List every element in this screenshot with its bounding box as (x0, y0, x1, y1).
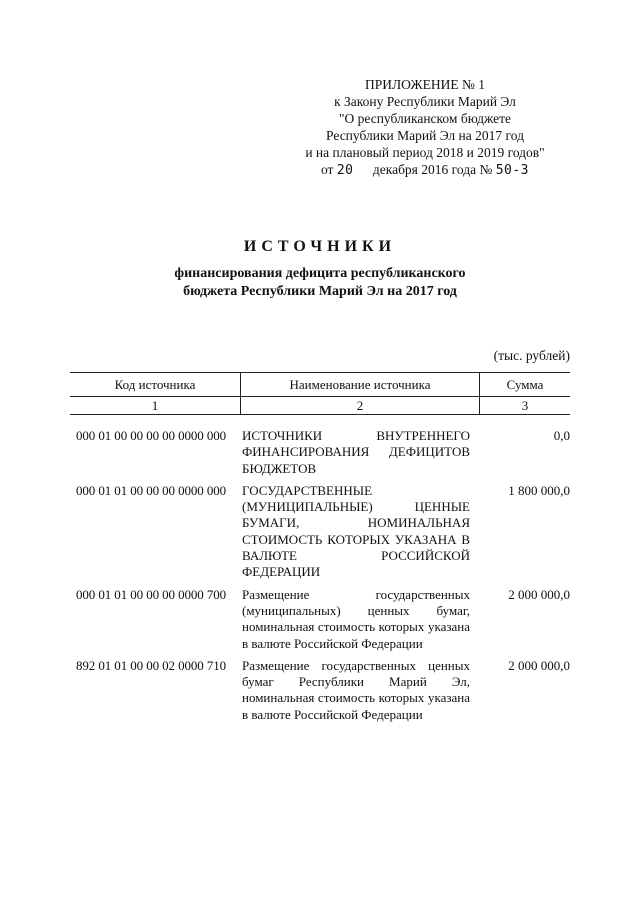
document-title: ИСТОЧНИКИ (243, 238, 397, 255)
header-amount: Сумма (506, 376, 544, 392)
appendix-line: ПРИЛОЖЕНИЕ № 1 (364, 77, 486, 92)
source-amount: 0,0 (553, 428, 570, 443)
appendix-header (240, 76, 610, 179)
table-row (76, 483, 570, 581)
source-code: 000 01 01 00 00 00 0000 700 (76, 586, 227, 602)
appendix-line: "О республиканском бюджете (338, 111, 511, 126)
header-number: 2 (240, 397, 480, 414)
date-rest: декабря 2016 года № (372, 162, 493, 177)
header-code: Код источника (114, 376, 196, 392)
source-code: 892 01 01 00 00 02 0000 710 (76, 657, 227, 673)
source-code: 000 01 01 00 00 00 0000 000 (76, 482, 227, 498)
date-prefix: от (320, 162, 334, 177)
header-name: Наименование источника (240, 373, 480, 396)
subtitle-line: финансирования дефицита республиканского (174, 266, 466, 281)
source-amount: 1 800 000,0 (508, 482, 570, 498)
header-number-row (70, 396, 570, 414)
source-name: Размещение государственных ценных бумаг Республики Марий Эл, номинальная стоимость которых указана в валюте Российской Федерации (242, 657, 470, 722)
header-number: 3 (521, 397, 529, 413)
header-row (70, 373, 570, 396)
header-number: 1 (151, 397, 159, 413)
source-amount: 2 000 000,0 (508, 657, 570, 673)
source-name: ИСТОЧНИКИ ВНУТРЕННЕГО ФИНАНСИРОВАНИЯ ДЕФИЦИТОВ БЮДЖЕТОВ (242, 428, 470, 476)
table-body (76, 428, 570, 729)
table-row (76, 658, 570, 723)
date-day: 20 (336, 163, 354, 178)
law-date-line (240, 161, 610, 179)
appendix-line: и на плановый период 2018 и 2019 годов" (305, 145, 545, 160)
appendix-line: Республики Марий Эл на 2017 год (326, 128, 524, 143)
subtitle-line: бюджета Республики Марий Эл на 2017 год (183, 284, 457, 299)
units-label: (тыс. рублей) (493, 348, 570, 363)
law-number: 50-З (495, 163, 530, 178)
source-name: Размещение государственных (муниципальных) ценных бумаг, номинальная стоимость которых указана в валюте Российской Федерации (242, 586, 470, 651)
source-amount: 2 000 000,0 (508, 586, 570, 602)
appendix-line: к Закону Республики Марий Эл (334, 94, 516, 109)
table-header (70, 372, 570, 415)
document-subtitle (0, 265, 640, 301)
source-code: 000 01 00 00 00 00 0000 000 (76, 428, 227, 443)
table-row (76, 428, 570, 477)
table-row (76, 587, 570, 652)
source-name: ГОСУДАРСТВЕННЫЕ (МУНИЦИПАЛЬНЫЕ) ЦЕННЫЕ БУМАГИ, НОМИНАЛЬНАЯ СТОИМОСТЬ КОТОРЫХ УКАЗАНА В ВАЛЮТЕ РОССИЙСКОЙ ФЕДЕРАЦИИ (242, 482, 470, 580)
